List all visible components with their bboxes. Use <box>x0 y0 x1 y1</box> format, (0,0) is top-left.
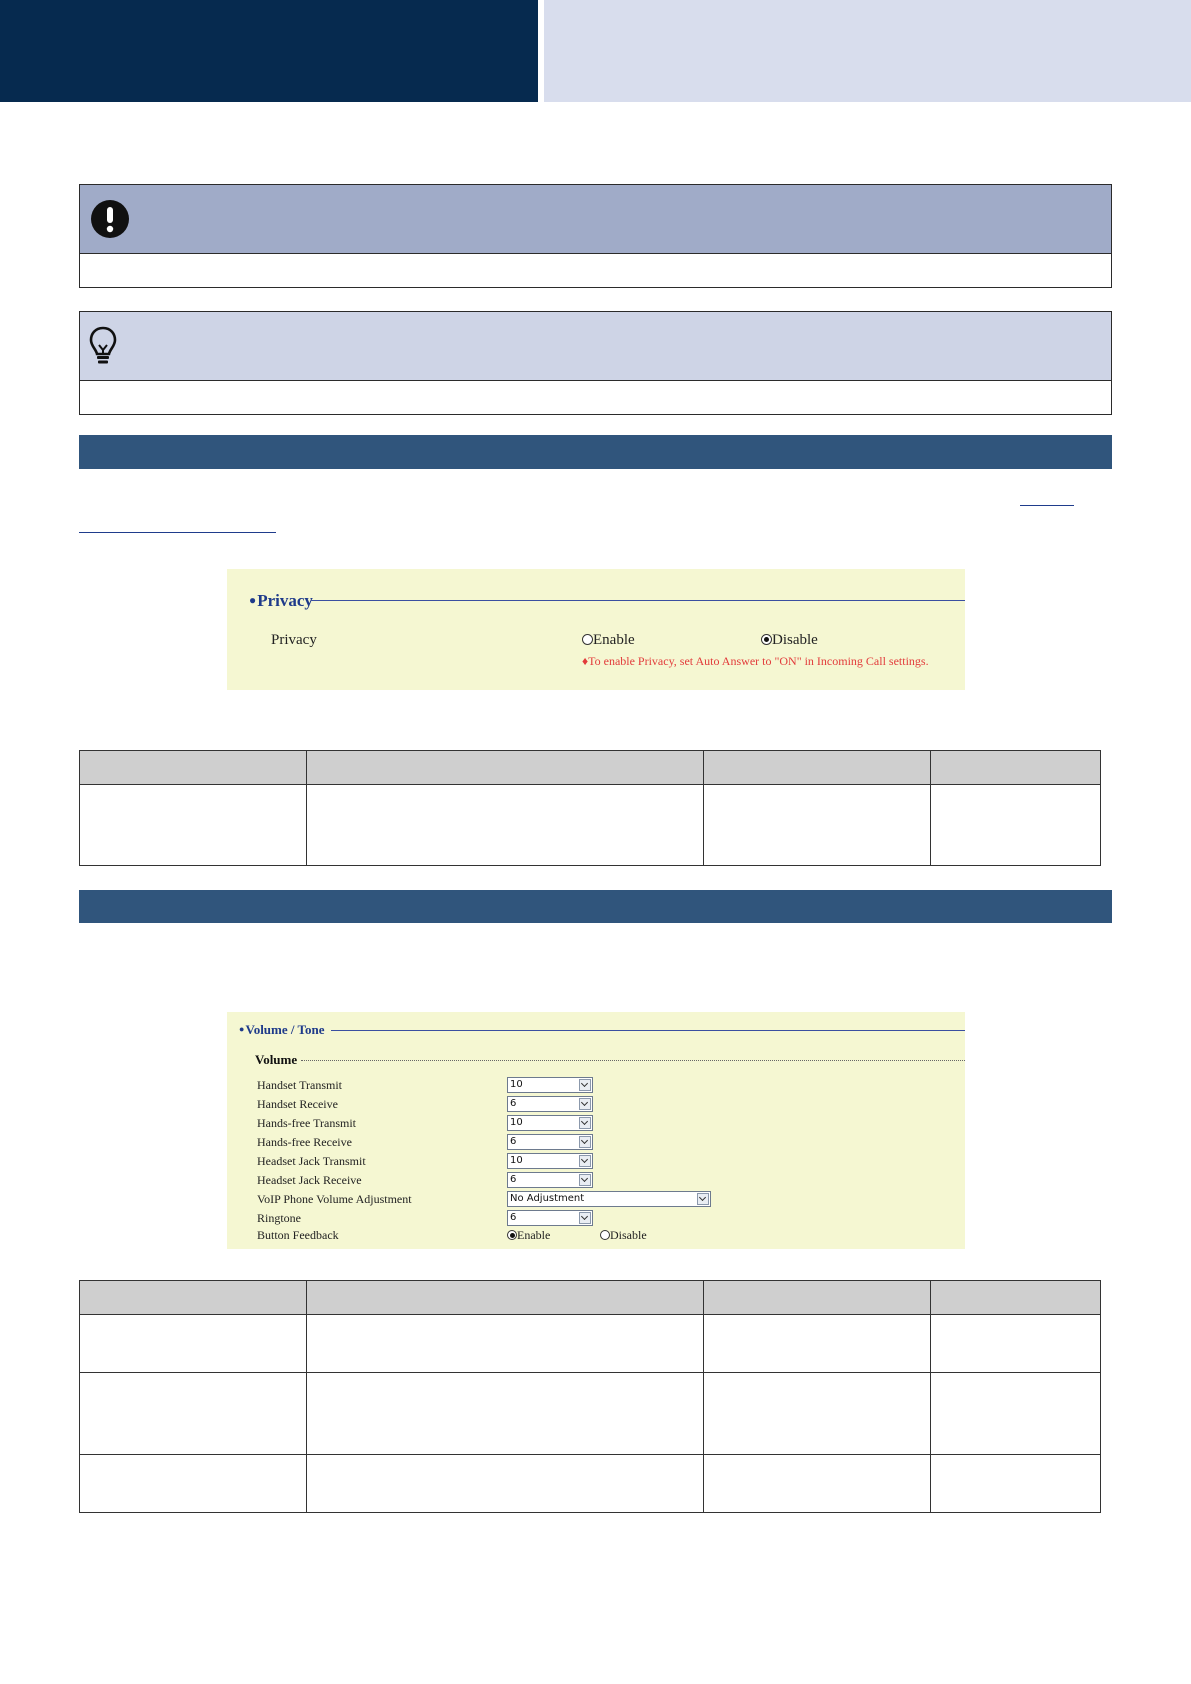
exclamation-icon <box>90 199 130 239</box>
table-header-cell <box>80 751 307 785</box>
setting-label: Ringtone <box>257 1211 301 1225</box>
radio-disable[interactable] <box>600 1230 610 1240</box>
handsfree-transmit-select[interactable]: 10 <box>507 1115 593 1131</box>
handset-receive-select[interactable]: 6 <box>507 1096 593 1112</box>
setting-label: VoIP Phone Volume Adjustment <box>257 1192 412 1206</box>
chevron-down-icon <box>579 1174 591 1186</box>
volume-subsection-title: Volume <box>255 1052 298 1067</box>
setting-label: Headset Jack Receive <box>257 1173 362 1187</box>
setting-label: Handset Transmit <box>257 1078 343 1092</box>
privacy-enable-option[interactable]: Enable <box>582 632 635 649</box>
important-note-header <box>80 185 1111 254</box>
volume-table <box>79 1280 1101 1513</box>
feedback-enable-option[interactable]: Enable <box>507 1228 550 1243</box>
title-rule <box>331 1030 965 1031</box>
section-bar-volume <box>79 890 1112 923</box>
table-row <box>80 1455 1101 1513</box>
setting-label: Button Feedback <box>257 1228 339 1242</box>
table-header-cell <box>80 1281 307 1315</box>
chevron-down-icon <box>579 1155 591 1167</box>
table-header-cell <box>931 751 1101 785</box>
table-header-cell <box>307 751 704 785</box>
privacy-note: ♦To enable Privacy, set Auto Answer to "ON" in Incoming Call settings. <box>582 654 929 668</box>
headset-jack-receive-select[interactable]: 6 <box>507 1172 593 1188</box>
chevron-down-icon <box>579 1098 591 1110</box>
setting-label: Headset Jack Transmit <box>257 1154 366 1168</box>
section-bar-privacy <box>79 435 1112 469</box>
header-bar-left <box>0 0 538 102</box>
headset-jack-transmit-select[interactable]: 10 <box>507 1153 593 1169</box>
table-header-cell <box>307 1281 704 1315</box>
privacy-table <box>79 750 1101 866</box>
handsfree-receive-select[interactable]: 6 <box>507 1134 593 1150</box>
feedback-disable-option[interactable]: Disable <box>600 1228 647 1243</box>
chevron-down-icon <box>579 1079 591 1091</box>
reference-link-part1[interactable] <box>1020 505 1074 506</box>
privacy-panel-title: ●Privacy <box>249 591 313 610</box>
privacy-field-label: Privacy <box>271 632 317 648</box>
tip-note-box <box>79 311 1112 415</box>
setting-label: Hands-free Receive <box>257 1135 352 1149</box>
ringtone-select[interactable]: 6 <box>507 1210 593 1226</box>
reference-link-part2[interactable] <box>79 532 276 533</box>
title-rule <box>311 600 965 601</box>
chevron-down-icon <box>579 1117 591 1129</box>
privacy-disable-option[interactable]: Disable <box>761 632 818 649</box>
handset-transmit-select[interactable]: 10 <box>507 1077 593 1093</box>
table-row <box>80 1315 1101 1373</box>
important-note-box <box>79 184 1112 288</box>
radio-enable[interactable] <box>507 1230 517 1240</box>
subsection-rule <box>301 1060 965 1061</box>
table-row <box>80 785 1101 866</box>
chevron-down-icon <box>579 1136 591 1148</box>
table-header-cell <box>931 1281 1101 1315</box>
chevron-down-icon <box>579 1212 591 1224</box>
lightbulb-icon <box>88 325 118 367</box>
tip-note-header <box>80 312 1111 381</box>
table-row <box>80 1373 1101 1455</box>
chevron-down-icon <box>697 1193 709 1205</box>
volume-tone-panel <box>227 1012 965 1249</box>
header-bar-right <box>544 0 1191 102</box>
radio-disable[interactable] <box>761 634 772 645</box>
voip-volume-adjustment-select[interactable]: No Adjustment <box>507 1191 711 1207</box>
privacy-settings-panel <box>227 569 965 690</box>
radio-enable[interactable] <box>582 634 593 645</box>
setting-label: Hands-free Transmit <box>257 1116 356 1130</box>
table-header-cell <box>704 1281 931 1315</box>
volume-panel-title: ●Volume / Tone <box>239 1022 325 1037</box>
setting-label: Handset Receive <box>257 1097 338 1111</box>
table-header-cell <box>704 751 931 785</box>
